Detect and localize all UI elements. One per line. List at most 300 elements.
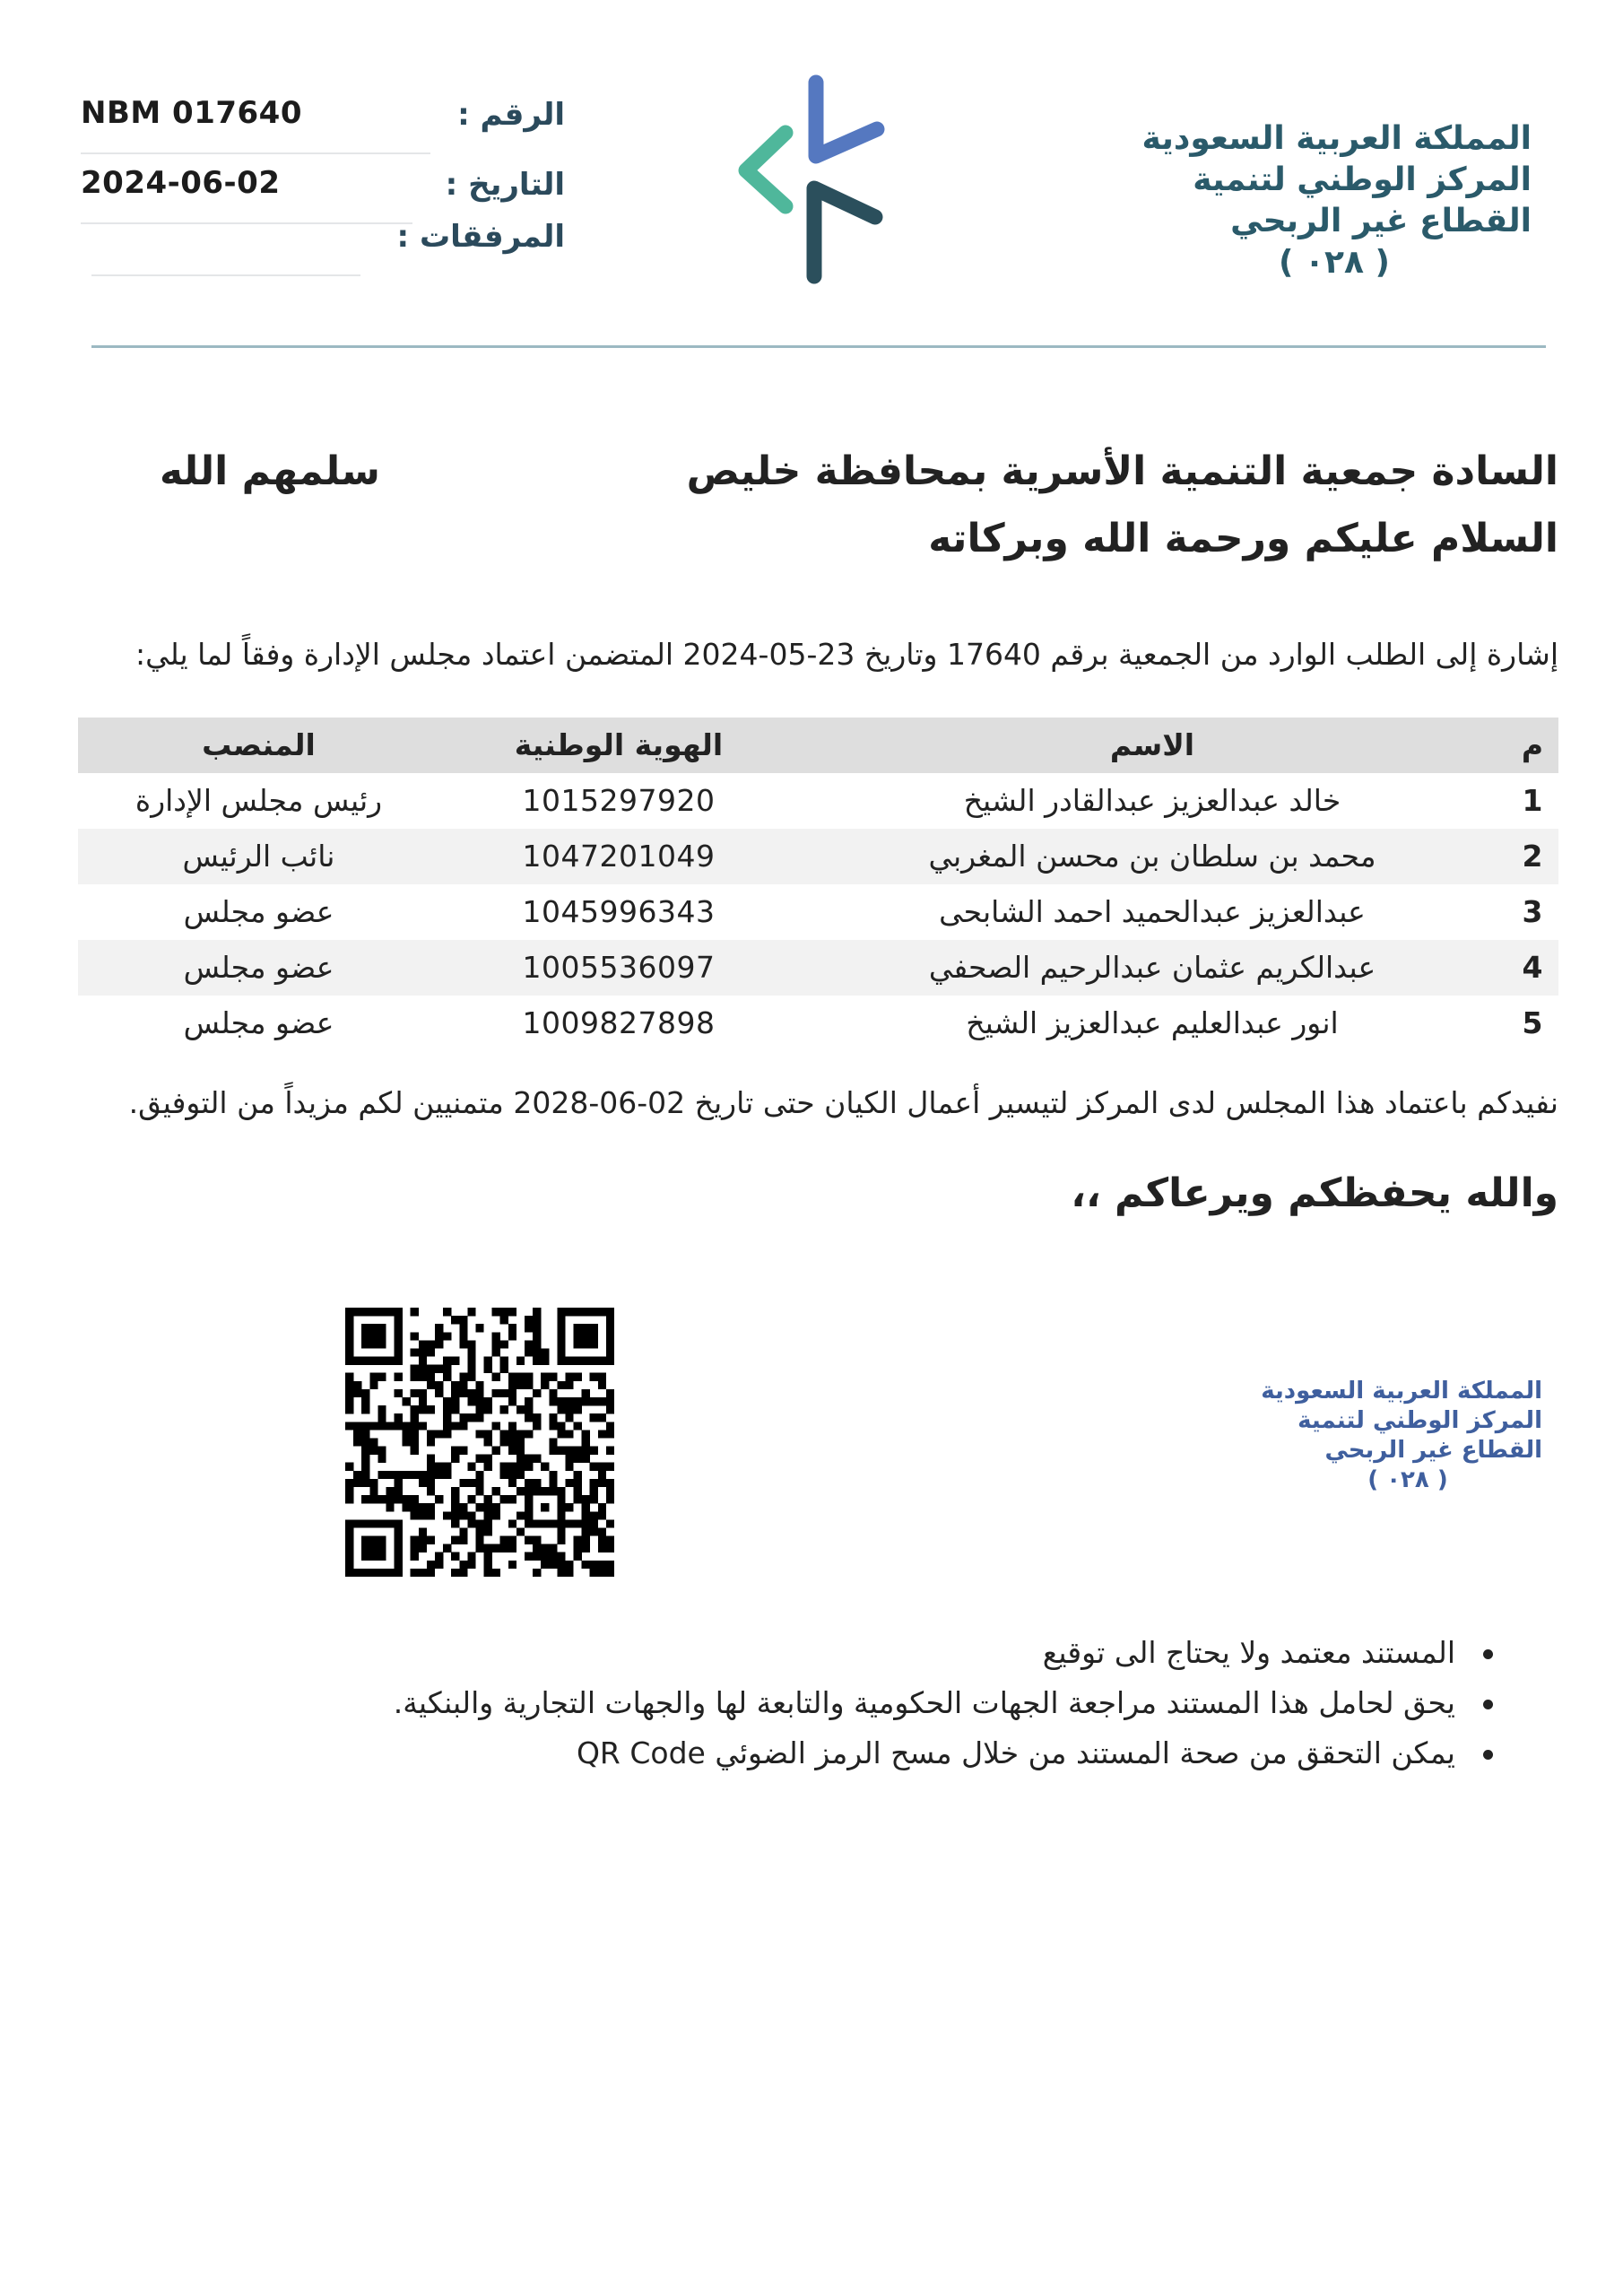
qr-module <box>484 1561 492 1569</box>
qr-module <box>369 1519 378 1527</box>
qr-module <box>508 1479 516 1487</box>
qr-module <box>557 1324 565 1332</box>
qr-module <box>395 1527 403 1535</box>
qr-module <box>411 1413 419 1422</box>
qr-module <box>467 1397 475 1405</box>
qr-module <box>590 1340 598 1348</box>
qr-module <box>369 1340 378 1348</box>
table-header-row <box>78 718 1558 773</box>
qr-module <box>345 1397 353 1405</box>
qr-module <box>443 1397 451 1405</box>
row-national-id: 1045996343 <box>522 894 716 929</box>
qr-module <box>484 1527 492 1535</box>
qr-module <box>427 1511 435 1519</box>
qr-module <box>403 1438 411 1446</box>
qr-module <box>411 1430 419 1438</box>
qr-module <box>345 1544 353 1552</box>
qr-module <box>484 1455 492 1463</box>
qr-module <box>598 1569 606 1577</box>
qr-module <box>557 1519 565 1527</box>
qr-module <box>345 1324 353 1332</box>
qr-module <box>451 1422 459 1430</box>
qr-module <box>549 1552 557 1561</box>
row-position: عضو مجلس <box>183 950 334 985</box>
qr-module <box>598 1308 606 1316</box>
organization-title <box>1065 118 1532 283</box>
qr-module <box>411 1495 419 1503</box>
qr-module <box>598 1471 606 1479</box>
qr-module <box>565 1381 573 1389</box>
qr-module <box>345 1561 353 1569</box>
qr-module <box>369 1422 378 1430</box>
qr-module <box>475 1381 483 1389</box>
qr-module <box>525 1503 533 1511</box>
qr-module <box>516 1405 525 1413</box>
qr-module <box>574 1332 582 1340</box>
table-row <box>78 773 1558 829</box>
qr-module <box>395 1324 403 1332</box>
qr-module <box>541 1544 549 1552</box>
qr-module <box>361 1463 369 1471</box>
qr-module <box>411 1389 419 1397</box>
qr-module <box>598 1357 606 1365</box>
qr-module <box>467 1389 475 1397</box>
qr-module <box>467 1463 475 1471</box>
qr-module <box>443 1511 451 1519</box>
stamp-line-1: المملكة العربية السعودية <box>1261 1378 1542 1405</box>
qr-module <box>467 1495 475 1503</box>
qr-module <box>549 1519 557 1527</box>
honorific: سلمهم الله <box>160 448 380 494</box>
qr-module <box>427 1471 435 1479</box>
qr-module <box>500 1438 508 1446</box>
qr-module <box>451 1503 459 1511</box>
qr-module <box>557 1511 565 1519</box>
qr-module <box>516 1381 525 1389</box>
reference-number-value: NBM 017640 <box>81 95 302 131</box>
qr-module <box>508 1308 516 1316</box>
qr-module <box>516 1511 525 1519</box>
qr-module <box>419 1511 427 1519</box>
qr-module <box>427 1487 435 1495</box>
qr-module <box>533 1479 541 1487</box>
qr-module <box>557 1405 565 1413</box>
qr-module <box>508 1544 516 1552</box>
qr-module <box>419 1405 427 1413</box>
qr-module <box>508 1471 516 1479</box>
qr-module <box>386 1471 394 1479</box>
qr-module <box>395 1332 403 1340</box>
qr-module <box>533 1569 541 1577</box>
qr-module <box>451 1389 459 1397</box>
qr-module <box>378 1455 386 1463</box>
qr-module <box>590 1308 598 1316</box>
qr-module <box>345 1389 353 1397</box>
qr-module <box>582 1495 590 1503</box>
qr-module <box>525 1397 533 1405</box>
qr-module <box>574 1308 582 1316</box>
qr-module <box>557 1569 565 1577</box>
stamp-line-2: المركز الوطني لتنمية <box>1298 1407 1542 1434</box>
reference-date-value: 2024-06-02 <box>81 165 281 201</box>
qr-module <box>378 1405 386 1413</box>
row-national-id: 1015297920 <box>522 783 716 818</box>
qr-module <box>411 1447 419 1455</box>
qr-module <box>395 1471 403 1479</box>
qr-module <box>606 1324 614 1332</box>
qr-module <box>361 1495 369 1503</box>
qr-module <box>378 1544 386 1552</box>
qr-module <box>361 1430 369 1438</box>
qr-module <box>533 1357 541 1365</box>
qr-module <box>565 1503 573 1511</box>
qr-module <box>574 1405 582 1413</box>
table-row <box>78 884 1558 940</box>
qr-module <box>557 1357 565 1365</box>
qr-module <box>574 1495 582 1503</box>
qr-module <box>484 1519 492 1527</box>
qr-module <box>435 1561 443 1569</box>
reference-number-line <box>81 152 430 154</box>
qr-module <box>378 1422 386 1430</box>
qr-module <box>369 1569 378 1577</box>
qr-module <box>508 1389 516 1397</box>
qr-module <box>565 1447 573 1455</box>
qr-module <box>590 1487 598 1495</box>
qr-module <box>419 1357 427 1365</box>
note-item <box>417 1628 1493 1678</box>
qr-module <box>541 1348 549 1356</box>
qr-module <box>508 1422 516 1430</box>
qr-module <box>574 1373 582 1381</box>
qr-module <box>467 1348 475 1356</box>
qr-module <box>395 1316 403 1324</box>
emblem-dark-arm <box>814 188 875 276</box>
qr-module <box>525 1373 533 1381</box>
qr-module <box>467 1511 475 1519</box>
qr-module <box>492 1348 500 1356</box>
qr-module <box>411 1544 419 1552</box>
qr-module <box>345 1519 353 1527</box>
qr-module <box>541 1552 549 1561</box>
qr-module <box>451 1447 459 1455</box>
qr-module <box>467 1365 475 1373</box>
qr-module <box>508 1561 516 1569</box>
qr-module <box>484 1438 492 1446</box>
qr-module <box>574 1487 582 1495</box>
qr-module <box>574 1471 582 1479</box>
official-stamp <box>1255 1377 1542 1495</box>
note-item <box>417 1728 1493 1779</box>
qr-module <box>574 1479 582 1487</box>
qr-module <box>557 1536 565 1544</box>
qr-module <box>467 1479 475 1487</box>
qr-module <box>475 1479 483 1487</box>
qr-module <box>484 1544 492 1552</box>
qr-module <box>345 1405 353 1413</box>
qr-module <box>500 1357 508 1365</box>
qr-module <box>582 1561 590 1569</box>
qr-module <box>395 1340 403 1348</box>
row-position: عضو مجلس <box>183 894 334 929</box>
qr-module <box>395 1348 403 1356</box>
qr-module <box>369 1332 378 1340</box>
qr-module <box>411 1422 419 1430</box>
qr-module <box>557 1397 565 1405</box>
qr-module <box>557 1487 565 1495</box>
qr-module <box>345 1316 353 1324</box>
qr-module <box>451 1511 459 1519</box>
qr-module <box>598 1430 606 1438</box>
row-position: نائب الرئيس <box>182 839 335 874</box>
qr-module <box>378 1536 386 1544</box>
qr-module <box>541 1357 549 1365</box>
qr-module <box>492 1340 500 1348</box>
qr-module <box>606 1332 614 1340</box>
qr-module <box>345 1357 353 1365</box>
qr-module <box>606 1561 614 1569</box>
qr-module <box>549 1447 557 1455</box>
qr-module <box>557 1552 565 1561</box>
qr-module <box>411 1365 419 1373</box>
qr-module <box>369 1544 378 1552</box>
qr-module <box>451 1536 459 1544</box>
qr-module <box>475 1487 483 1495</box>
header-national-id: الهوية الوطنية <box>514 727 724 762</box>
qr-module <box>451 1487 459 1495</box>
qr-module <box>582 1397 590 1405</box>
qr-module <box>369 1308 378 1316</box>
reference-attachments-row <box>81 219 565 269</box>
qr-module <box>582 1519 590 1527</box>
qr-module <box>361 1438 369 1446</box>
qr-module <box>378 1357 386 1365</box>
row-national-id: 1009827898 <box>522 1005 716 1040</box>
qr-module <box>427 1365 435 1373</box>
qr-module <box>403 1397 411 1405</box>
qr-module <box>475 1405 483 1413</box>
qr-module <box>606 1479 614 1487</box>
addressee: السادة جمعية التنمية الأسرية بمحافظة خليص <box>686 448 1558 494</box>
qr-module <box>508 1324 516 1332</box>
row-position: عضو مجلس <box>183 1005 334 1040</box>
qr-module <box>419 1340 427 1348</box>
qr-module <box>500 1365 508 1373</box>
qr-module <box>606 1422 614 1430</box>
qr-module <box>582 1332 590 1340</box>
qr-module <box>427 1463 435 1471</box>
header-divider <box>91 345 1546 348</box>
qr-module <box>451 1552 459 1561</box>
qr-module <box>533 1324 541 1332</box>
qr-module <box>582 1324 590 1332</box>
qr-module <box>353 1308 361 1316</box>
qr-module <box>500 1544 508 1552</box>
header-position: المنصب <box>202 727 316 762</box>
qr-module <box>590 1397 598 1405</box>
qr-module <box>492 1487 500 1495</box>
qr-module <box>484 1503 492 1511</box>
qr-module <box>419 1389 427 1397</box>
row-name: عبدالكريم عثمان عبدالرحيم الصحفي <box>928 950 1376 985</box>
qr-module <box>345 1487 353 1495</box>
qr-module <box>565 1561 573 1569</box>
qr-module <box>598 1511 606 1519</box>
qr-module <box>582 1455 590 1463</box>
qr-module <box>361 1389 369 1397</box>
qr-module <box>492 1332 500 1340</box>
qr-module <box>451 1569 459 1577</box>
qr-module <box>386 1487 394 1495</box>
row-num: 1 <box>1522 783 1543 818</box>
qr-module <box>565 1397 573 1405</box>
qr-module <box>353 1389 361 1397</box>
qr-module <box>606 1519 614 1527</box>
qr-module <box>492 1373 500 1381</box>
row-num: 2 <box>1522 839 1543 874</box>
row-num: 5 <box>1522 1005 1543 1040</box>
qr-module <box>590 1479 598 1487</box>
row-num: 3 <box>1522 894 1543 929</box>
notes-list <box>393 1628 1493 1779</box>
qr-module <box>606 1389 614 1397</box>
qr-module <box>574 1544 582 1552</box>
qr-module <box>574 1519 582 1527</box>
qr-module <box>411 1332 419 1340</box>
qr-module <box>459 1422 467 1430</box>
qr-module <box>411 1373 419 1381</box>
qr-module <box>590 1511 598 1519</box>
qr-module <box>549 1422 557 1430</box>
qr-module <box>525 1405 533 1413</box>
emblem-green-chevron <box>746 133 785 206</box>
qr-module <box>541 1373 549 1381</box>
qr-module <box>361 1536 369 1544</box>
qr-module <box>411 1569 419 1577</box>
qr-module <box>533 1455 541 1463</box>
qr-module <box>369 1447 378 1455</box>
qr-module <box>378 1471 386 1479</box>
qr-module <box>443 1463 451 1471</box>
qr-module <box>516 1430 525 1438</box>
qr-module <box>419 1348 427 1356</box>
qr-module <box>525 1413 533 1422</box>
qr-module <box>411 1503 419 1511</box>
qr-module <box>574 1340 582 1348</box>
note-text: يحق لحامل هذا المستند مراجعة الجهات الحكومية والتابعة لها والجهات التجارية والبنكية. <box>393 1685 1455 1720</box>
qr-module <box>345 1332 353 1340</box>
qr-module <box>533 1552 541 1561</box>
qr-module <box>475 1503 483 1511</box>
org-line-1: المملكة العربية السعودية <box>1141 120 1532 157</box>
qr-module <box>459 1536 467 1544</box>
qr-module <box>345 1422 353 1430</box>
qr-module <box>574 1324 582 1332</box>
qr-module <box>484 1495 492 1503</box>
qr-module <box>386 1495 394 1503</box>
qr-module <box>557 1527 565 1535</box>
qr-module <box>606 1544 614 1552</box>
qr-module <box>403 1495 411 1503</box>
qr-module <box>459 1332 467 1340</box>
qr-module <box>419 1479 427 1487</box>
qr-module <box>475 1536 483 1544</box>
qr-module <box>459 1561 467 1569</box>
qr-module <box>361 1397 369 1405</box>
qr-module <box>427 1536 435 1544</box>
qr-module <box>403 1503 411 1511</box>
row-name: عبدالعزيز عبدالحميد احمد الشابحى <box>939 894 1366 929</box>
qr-module <box>516 1487 525 1495</box>
qr-module <box>557 1332 565 1340</box>
qr-module <box>443 1405 451 1413</box>
qr-module <box>598 1463 606 1471</box>
qr-module <box>475 1544 483 1552</box>
qr-module <box>500 1471 508 1479</box>
qr-module <box>378 1569 386 1577</box>
qr-module <box>525 1381 533 1389</box>
qr-module <box>557 1381 565 1389</box>
qr-module <box>525 1487 533 1495</box>
qr-module <box>427 1381 435 1389</box>
reference-date-label: التاريخ : <box>445 167 565 203</box>
qr-module <box>582 1527 590 1535</box>
row-position: رئيس مجلس الإدارة <box>135 783 383 818</box>
qr-module <box>386 1422 394 1430</box>
qr-module <box>475 1471 483 1479</box>
qr-module <box>467 1340 475 1348</box>
qr-module <box>598 1503 606 1511</box>
qr-module <box>361 1471 369 1479</box>
qr-module <box>361 1447 369 1455</box>
qr-module <box>361 1479 369 1487</box>
qr-module <box>395 1544 403 1552</box>
qr-module <box>484 1463 492 1471</box>
qr-module <box>533 1389 541 1397</box>
qr-module <box>443 1422 451 1430</box>
qr-module <box>525 1552 533 1561</box>
qr-code-icon[interactable] <box>345 1308 614 1577</box>
org-code: ( ٠٢٨ ) <box>1279 244 1390 281</box>
qr-module <box>582 1308 590 1316</box>
qr-module <box>549 1397 557 1405</box>
stamp-code: ( ٠٢٨ ) <box>1367 1466 1448 1493</box>
qr-module <box>565 1430 573 1438</box>
qr-module <box>467 1373 475 1381</box>
qr-module <box>361 1405 369 1413</box>
qr-module <box>353 1430 361 1438</box>
qr-module <box>492 1511 500 1519</box>
qr-module <box>590 1561 598 1569</box>
row-name: محمد بن سلطان بن محسن المغربي <box>928 839 1376 874</box>
qr-module <box>484 1405 492 1413</box>
qr-module <box>411 1536 419 1544</box>
qr-module <box>525 1536 533 1544</box>
qr-module <box>443 1357 451 1365</box>
qr-module <box>378 1373 386 1381</box>
qr-module <box>345 1527 353 1535</box>
qr-module <box>435 1332 443 1340</box>
qr-module <box>475 1397 483 1405</box>
qr-module <box>574 1536 582 1544</box>
qr-module <box>582 1430 590 1438</box>
qr-module <box>395 1569 403 1577</box>
qr-module <box>411 1405 419 1413</box>
qr-module <box>590 1324 598 1332</box>
qr-module <box>386 1308 394 1316</box>
qr-module <box>443 1471 451 1479</box>
qr-module <box>598 1413 606 1422</box>
